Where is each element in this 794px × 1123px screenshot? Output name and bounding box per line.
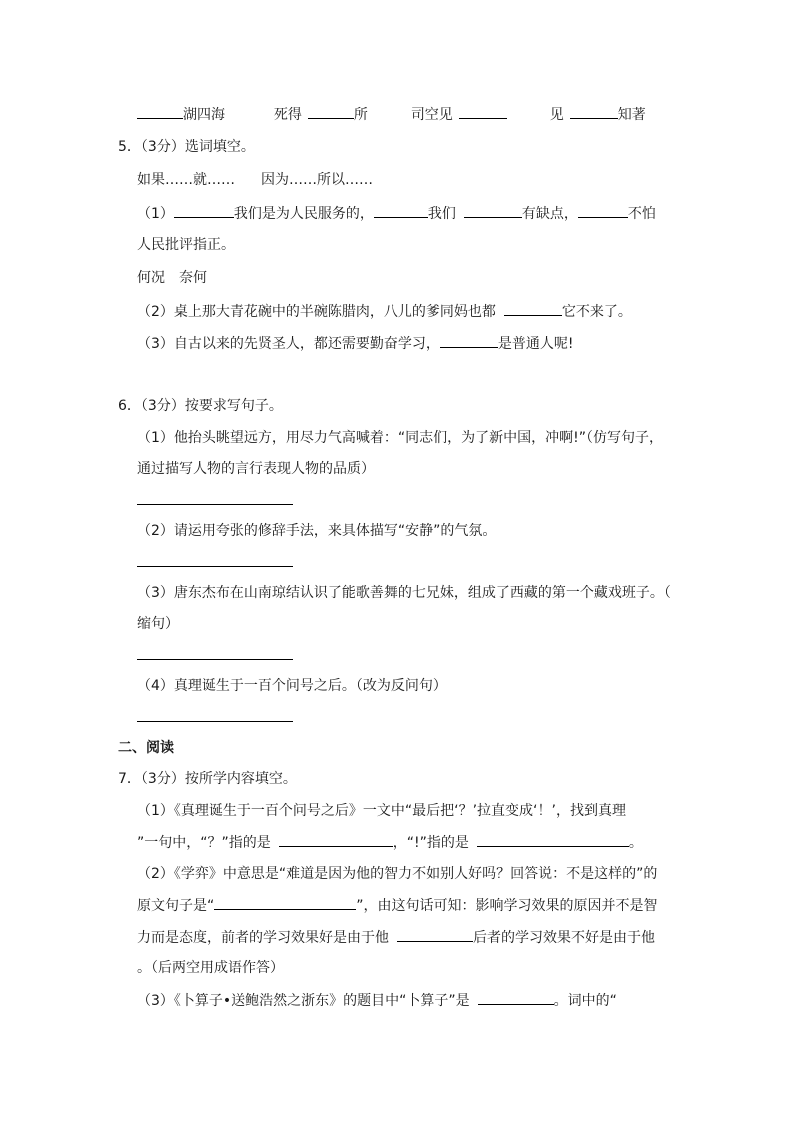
answer-blank[interactable] bbox=[174, 203, 234, 218]
answer-blank[interactable] bbox=[504, 301, 562, 316]
answer-blank[interactable] bbox=[459, 104, 507, 119]
q7-item-1-cont: ”一句中，“？”指的是 ，“!”指的是 。 bbox=[137, 832, 643, 853]
question-6-header: 6．（3分）按要求写句子。 bbox=[118, 398, 283, 414]
q5-sentence-3: （3）自古以来的先贤圣人，都还需要勤奋学习， 是普通人呢! bbox=[137, 333, 574, 354]
answer-line[interactable] bbox=[137, 566, 293, 567]
answer-line[interactable] bbox=[137, 659, 293, 660]
answer-blank[interactable] bbox=[477, 832, 629, 847]
q6-item-1-cont: 通过描写人物的言行表现人物的品质） bbox=[137, 461, 375, 477]
answer-blank[interactable] bbox=[570, 104, 618, 119]
q7-item-2-line3: 力而是态度，前者的学习效果好是由于他 后者的学习效果不好是由于他 bbox=[137, 927, 655, 948]
question-5-header: 5．（3分）选词填空。 bbox=[118, 139, 255, 155]
q5-sentence-1: （1） 我们是为人民服务的， 我们 有缺点， 不怕 bbox=[137, 203, 656, 224]
q5-sentence-2: （2）桌上那大青花碗中的半碗陈腊肉，八儿的爹同妈也都 它不来了。 bbox=[137, 301, 632, 322]
q7-item-3: （3）《卜算子•送鲍浩然之浙东》的题目中“卜算子”是 。词中的“ bbox=[137, 990, 617, 1011]
answer-blank[interactable] bbox=[464, 203, 522, 218]
idiom-fill-line: 湖四海 死得 所 司空见 见 知著 bbox=[137, 104, 646, 125]
word-choices-2: 何况 奈何 bbox=[137, 270, 207, 286]
q6-item-2: （2）请运用夸张的修辞手法，来具体描写“安静”的气氛。 bbox=[137, 523, 497, 539]
q6-item-3: （3）唐东杰布在山南琼结认识了能歌善舞的七兄妹，组成了西藏的第一个藏戏班子。（ bbox=[137, 585, 671, 601]
answer-line[interactable] bbox=[137, 504, 293, 505]
q5-sentence-1-cont: 人民批评指正。 bbox=[137, 237, 235, 253]
word-choices-1: 如果……就…… 因为……所以…… bbox=[137, 172, 373, 188]
answer-blank[interactable] bbox=[578, 203, 628, 218]
answer-blank[interactable] bbox=[214, 895, 356, 910]
q6-item-4: （4）真理诞生于一百个问号之后。（改为反问句） bbox=[137, 678, 447, 694]
answer-blank[interactable] bbox=[397, 927, 473, 942]
q6-item-1: （1）他抬头眺望远方，用尽力气高喊着：“同志们，为了新中国，冲啊!”（仿写句子， bbox=[137, 430, 664, 446]
q7-item-2-line4: 。（后两空用成语作答） bbox=[137, 960, 284, 976]
answer-blank[interactable] bbox=[308, 104, 354, 119]
answer-blank[interactable] bbox=[374, 203, 428, 218]
answer-blank[interactable] bbox=[137, 104, 183, 119]
answer-blank[interactable] bbox=[279, 832, 393, 847]
section-title: 二、阅读 bbox=[118, 740, 174, 756]
q7-item-1: （1）《真理诞生于一百个问号之后》一文中“最后把‘？’拉直变成‘！’，找到真理 bbox=[137, 803, 626, 819]
answer-line[interactable] bbox=[137, 721, 293, 722]
answer-blank[interactable] bbox=[478, 990, 554, 1005]
question-7-header: 7．（3分）按所学内容填空。 bbox=[118, 771, 297, 787]
q7-item-2-cont: 原文句子是“ ”，由这句话可知：影响学习效果的原因并不是智 bbox=[137, 895, 658, 916]
answer-blank[interactable] bbox=[440, 333, 498, 348]
q6-item-3-cont: 缩句） bbox=[137, 616, 179, 632]
q7-item-2: （2）《学弈》中意思是“难道是因为他的智力不如别人好吗？回答说：不是这样的”的 bbox=[137, 866, 658, 882]
